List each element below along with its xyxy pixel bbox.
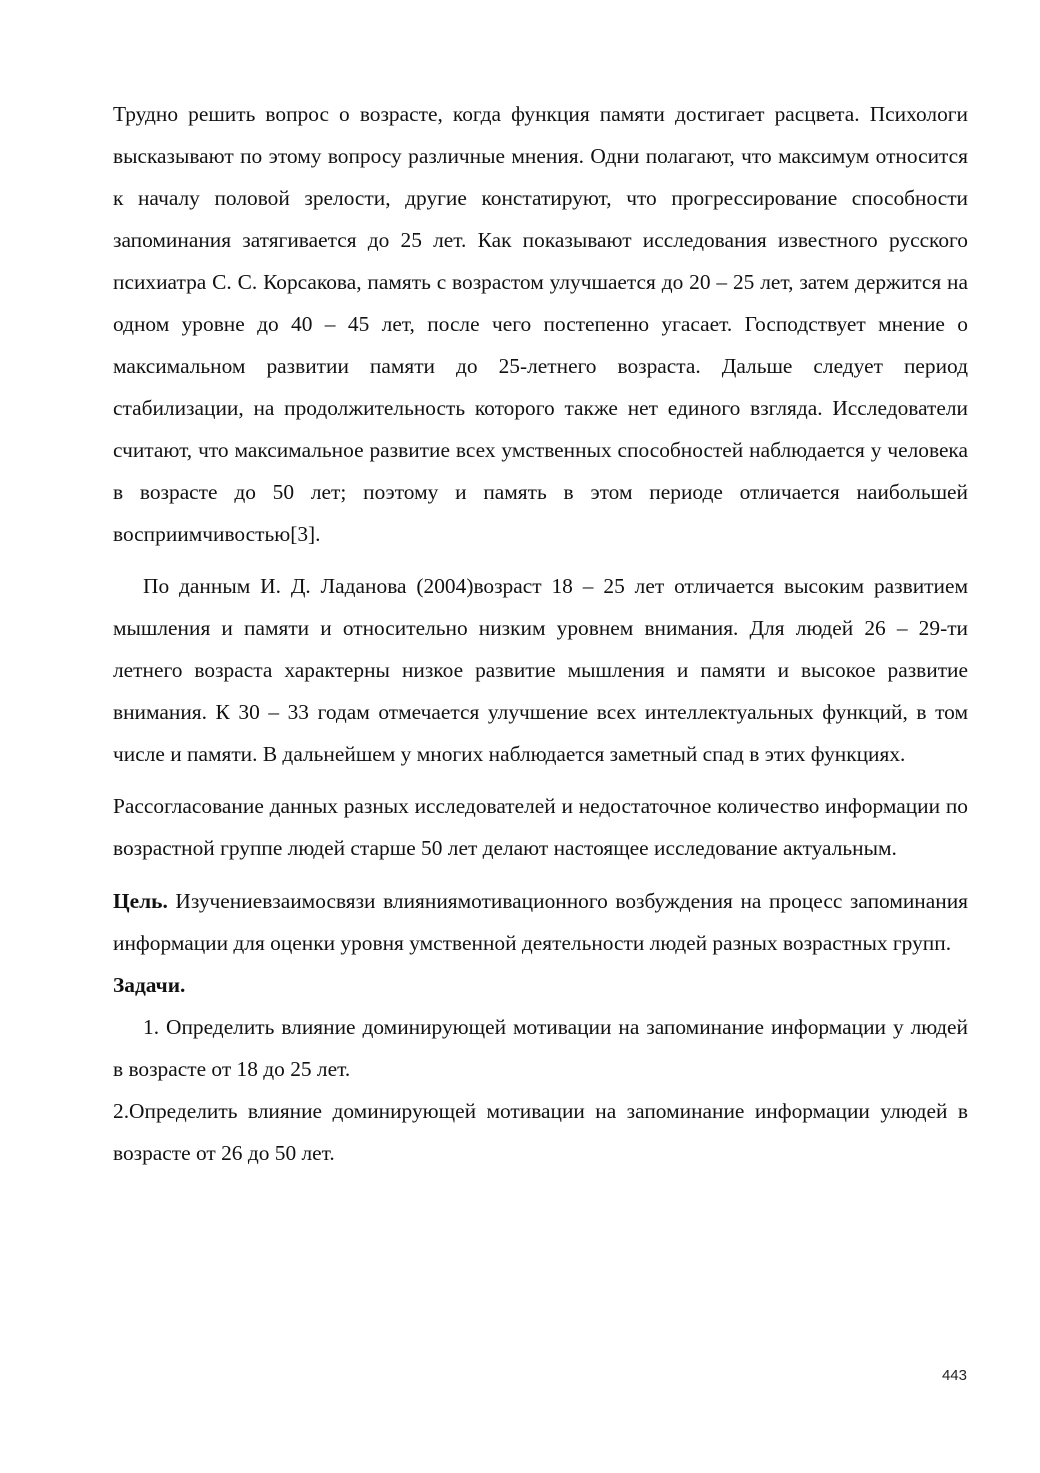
paragraph-relevance: Рассогласование данных разных исследователей и недостаточное количество информации по возрастной группе людей старше 50 лет делают настоящее исследование актуальным. [113, 794, 968, 860]
tasks-heading: Задачи. [113, 973, 186, 997]
task-item: 1. Определить влияние доминирующей мотивации на запоминание информации у людей в возрасте от 18 до 25 лет. [113, 1015, 968, 1081]
goal-label: Цель. [113, 889, 168, 913]
goal-text: Изучениевзаимосвязи влияниямотивационного возбуждения на процесс запоминания информации для оценки уровня умственной деятельности людей разных возрастных групп. [113, 889, 968, 955]
paragraph-ladanov-data: По данным И. Д. Ладанова (2004)возраст 18 – 25 лет отличается высоким развитием мышления и памяти и относительно низким уровнем внимания. Для людей 26 – 29-ти летнего возраста характерны низкое развитие мышления и памяти и высокое развитие внимания. К 30 – 33 годам отмечается улучшение всех интеллектуальных функций, в том числе и памяти. В дальнейшем у многих наблюдается заметный спад в этих функциях. [113, 574, 968, 766]
task-item: 2.Определить влияние доминирующей мотивации на запоминание информации улюдей в возрасте от 26 до 50 лет. [113, 1099, 968, 1165]
document-page [113, 93, 968, 1174]
paragraph-goal [113, 880, 968, 964]
paragraph-memory-age: Трудно решить вопрос о возрасте, когда функция памяти достигает расцвета. Психологи высказывают по этому вопросу различные мнения. Одни полагают, что максимум относится к началу половой зрелости, другие констатируют, что прогрессирование способности запоминания затягивается до 25 лет. Как показывают исследования известного русского психиатра С. С. Корсакова, память с возрастом улучшается до 20 – 25 лет, затем держится на одном уровне до 40 – 45 лет, после чего постепенно угасает. Господствует мнение о максимальном развитии памяти до 25-летнего возраста. Дальше следует период стабилизации, на продолжительность которого также нет единого взгляда. Исследователи считают, что максимальное развитие всех умственных способностей наблюдается у человека в возрасте до 50 лет; поэтому и память в этом периоде отличается наибольшей восприимчивостью[3]. [113, 102, 968, 546]
page-number: 443 [941, 1367, 967, 1384]
